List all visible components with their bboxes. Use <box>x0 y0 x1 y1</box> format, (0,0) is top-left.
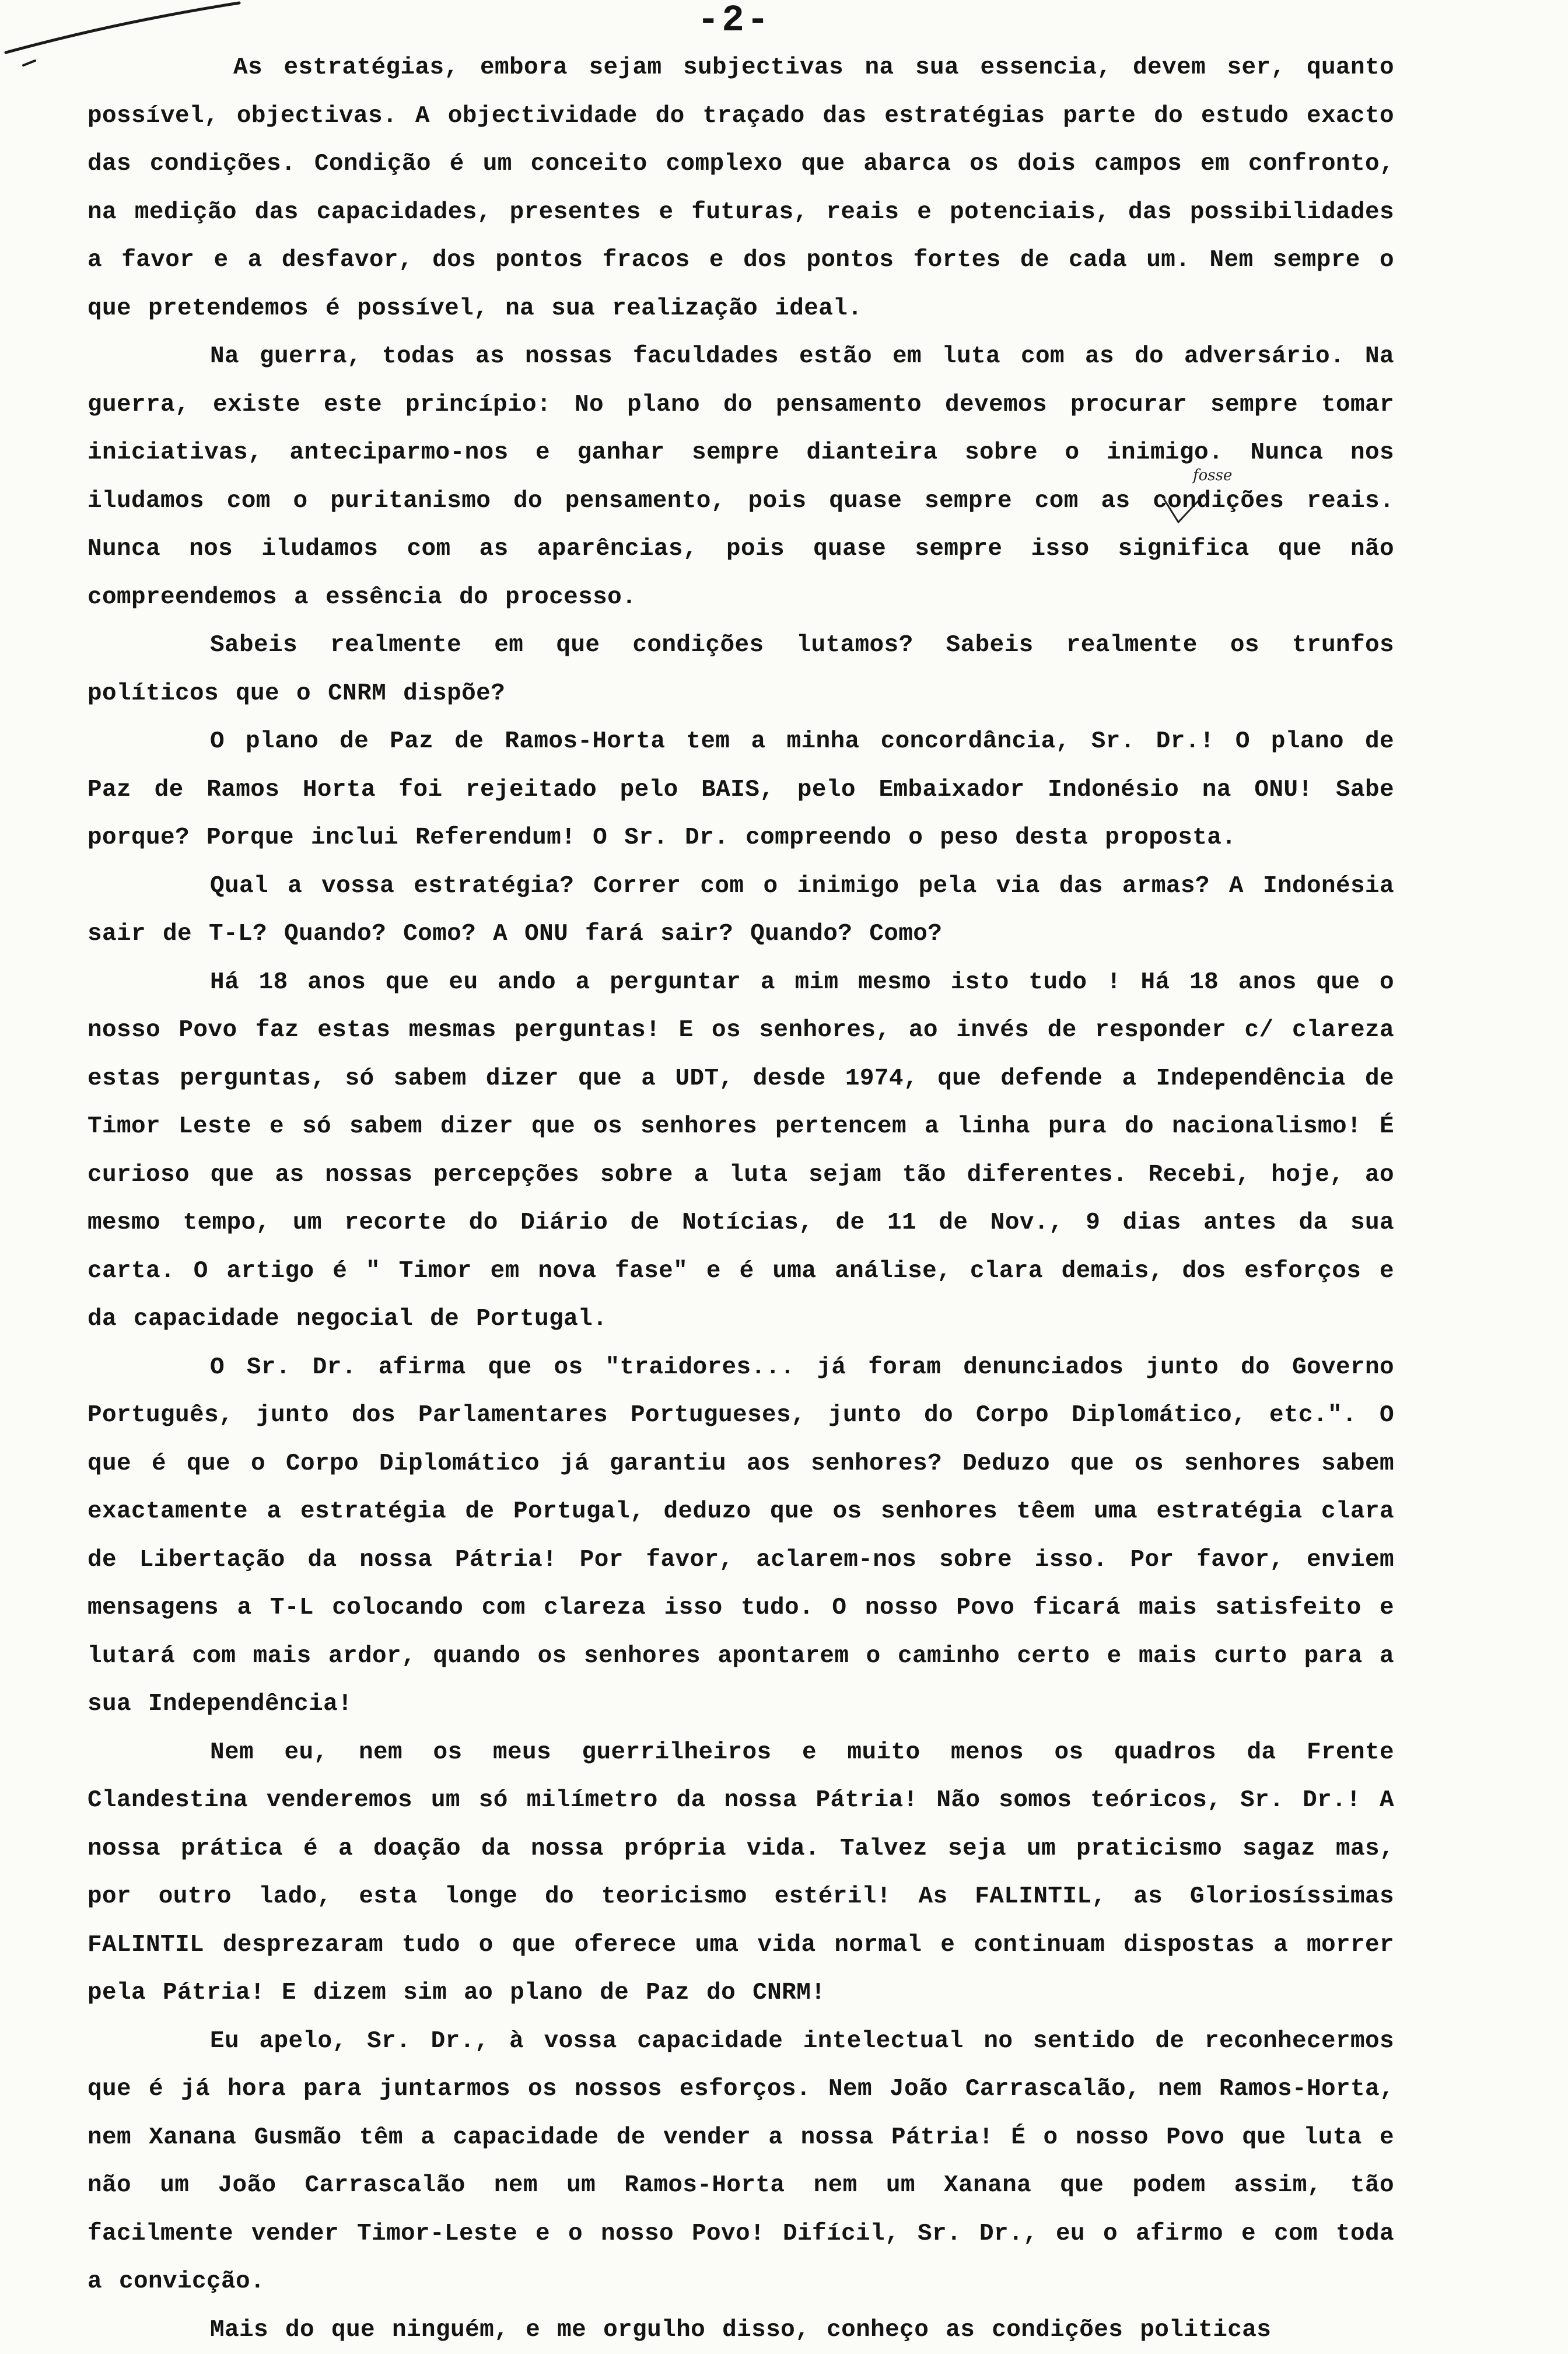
paragraph: Na guerra, todas as nossas faculdades estão em luta com as do adversário. Na guerra, existe este princípio: No plano do pensamento devemos procurar sempre tomar iniciativas, anteciparmo-nos e ganhar sempre dianteira sobre o inimigo. Nunca nos iludamos com o puritanismo do pensamento, pois quase sempre com as condições reais. Nunca nos iludamos com as aparências, pois quase sempre isso significa que não compreendemos a essência do processo. <box>88 333 1394 621</box>
letter-body <box>88 44 1394 2354</box>
page-number: -2- <box>697 0 771 42</box>
paragraph: Sabeis realmente em que condições lutamos? Sabeis realmente os trunfos políticos que o CNRM dispõe? <box>88 621 1394 718</box>
paragraph: O plano de Paz de Ramos-Horta tem a minha concordância, Sr. Dr.! O plano de Paz de Ramos Horta foi rejeitado pelo BAIS, pelo Embaixador Indonésio na ONU! Sabe porque? Porque inclui Referendum! O Sr. Dr. compreendo o peso desta proposta. <box>88 718 1394 862</box>
handwritten-margin-note: fosse <box>1193 467 1232 484</box>
paragraph: As estratégias, embora sejam subjectivas na sua essencia, devem ser, quanto possível, objectivas. A objectividade do traçado das estratégias parte do estudo exacto das condições. Condição é um conceito complexo que abarca os dois campos em confronto, na medição das capacidades, presentes e futuras, reais e potenciais, das possibilidades a favor e a desfavor, dos pontos fracos e dos pontos fortes de cada um. Nem sempre o que pretendemos é possível, na sua realização ideal. <box>88 44 1394 333</box>
paragraph: Há 18 anos que eu ando a perguntar a mim mesmo isto tudo ! Há 18 anos que o nosso Povo faz estas mesmas perguntas! E os senhores, ao invés de responder c/ clareza estas perguntas, só sabem dizer que a UDT, desde 1974, que defende a Independência de Timor Leste e só sabem dizer que os senhores pertencem a linha pura do nacionalismo! É curioso que as nossas percepções sobre a luta sejam tão diferentes. Recebi, hoje, ao mesmo tempo, um recorte do Diário de Notícias, de 11 de Nov., 9 dias antes da sua carta. O artigo é " Timor em nova fase" e é uma análise, clara demais, dos esforços e da capacidade negocial de Portugal. <box>88 959 1394 1344</box>
paragraph: Eu apelo, Sr. Dr., à vossa capacidade intelectual no sentido de reconhecermos que é já hora para juntarmos os nossos esforços. Nem João Carrascalão, nem Ramos-Horta, nem Xanana Gusmão têm a capacidade de vender a nossa Pátria! É o nosso Povo que luta e não um João Carrascalão nem um Ramos-Horta nem um Xanana que podem assim, tão facilmente vender Timor-Leste e o nosso Povo! Difícil, Sr. Dr., eu o afirmo e com toda a convicção. <box>88 2017 1394 2306</box>
paragraph: Mais do que ninguém, e me orgulho disso, conheço as condições politicas <box>88 2306 1394 2354</box>
paragraph: O Sr. Dr. afirma que os "traidores... já foram denunciados junto do Governo Português, junto dos Parlamentares Portugueses, junto do Corpo Diplomático, etc.". O que é que o Corpo Diplomático já garantiu aos senhores? Deduzo que os senhores sabem exactamente a estratégia de Portugal, deduzo que os senhores têem uma estratégia clara de Libertação da nossa Pátria! Por favor, aclarem-nos sobre isso. Por favor, enviem mensagens a T-L colocando com clareza isso tudo. O nosso Povo ficará mais satisfeito e lutará com mais ardor, quando os senhores apontarem o caminho certo e mais curto para a sua Independência! <box>88 1344 1394 1729</box>
paragraph: Nem eu, nem os meus guerrilheiros e muito menos os quadros da Frente Clandestina venderemos um só milímetro da nossa Pátria! Não somos teóricos, Sr. Dr.! A nossa prática é a doação da nossa própria vida. Talvez seja um praticismo sagaz mas, por outro lado, esta longe do teoricismo estéril! As FALINTIL, as Gloriosíssimas FALINTIL desprezaram tudo o que oferece uma vida normal e continuam dispostas a morrer pela Pátria! E dizem sim ao plano de Paz do CNRM! <box>88 1729 1394 2017</box>
paragraph: Qual a vossa estratégia? Correr com o inimigo pela via das armas? A Indonésia sair de T-L? Quando? Como? A ONU fará sair? Quando? Como? <box>88 862 1394 959</box>
